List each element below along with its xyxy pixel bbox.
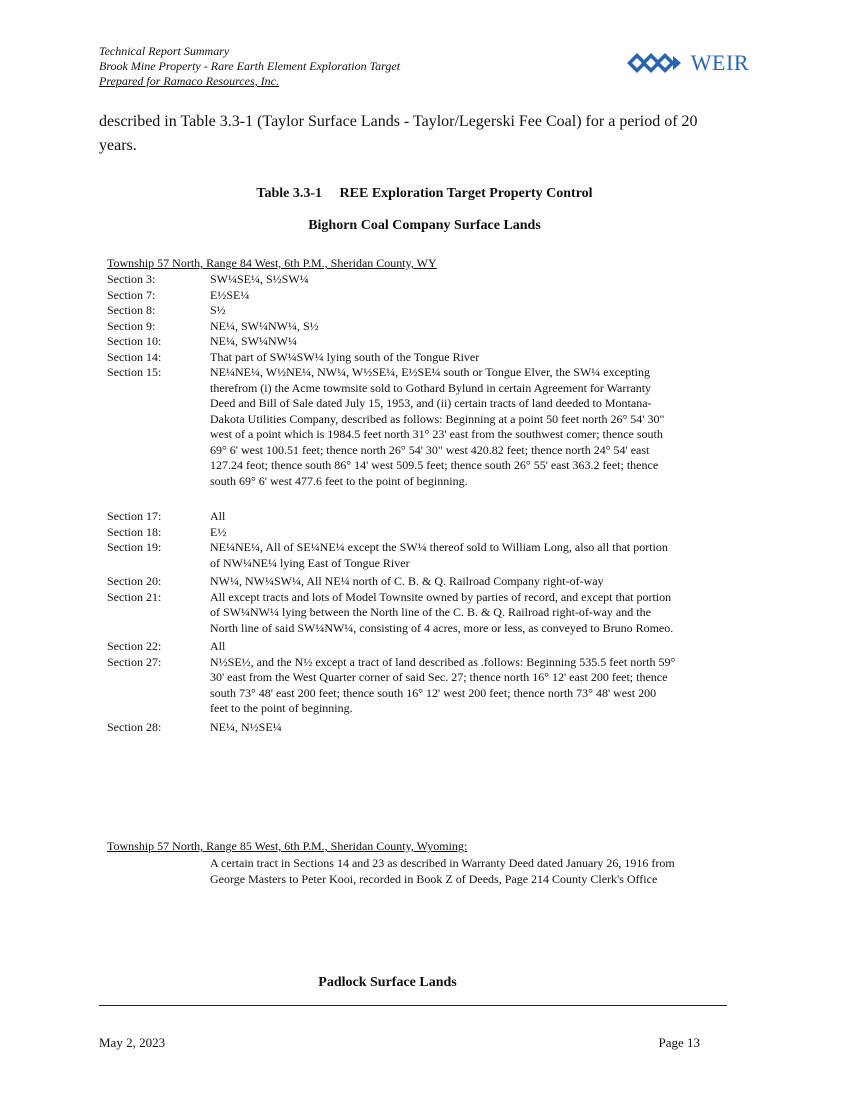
section-label: Section 7: [107,287,156,302]
table-caption [0,186,849,202]
section-label: Section 27: [107,654,162,669]
section-row [107,288,677,304]
township-2-description: A certain tract in Sections 14 and 23 as described in Warranty Deed dated January 26, 1916 from George Masters to Peter Kooi, recorded in Book Z of Deeds, Page 214 County Clerk's Office [210,856,675,886]
header-text [99,44,400,89]
section-row [107,655,677,717]
section-row [107,334,677,350]
section-description: E½ [210,524,227,539]
section-label: Section 3: [107,272,156,286]
section-description: S½ [210,303,226,317]
section-label: Section 15: [107,365,162,379]
table-number: Table 3.3-1 [256,186,323,201]
section-label: Section 9: [107,318,156,333]
logo-text: WEIR [690,50,749,75]
section-description: SW¼SE¼, S½SW¼ [210,272,309,286]
section-description: NW¼, NW¼SW¼, All NE¼ north of C. B. & Q. Railroad Company right-of-way [210,574,604,588]
page-number: Page 13 [658,1035,700,1050]
section-label: Section 14: [107,349,162,364]
footer-date: May 2, 2023 [99,1035,166,1050]
section-row [107,350,677,366]
section-row [107,590,677,637]
section-row [107,272,677,288]
intro-paragraph: described in Table 3.3-1 (Taylor Surface Lands - Taylor/Legerski Fee Coal) for a period of 20 years. [99,113,698,154]
footer-divider [99,1005,727,1006]
section-label: Section 22: [107,639,162,653]
table-subtitle: Bighorn Coal Company Surface Lands [308,218,541,233]
section-description: NE¼NE¼, All of SE¼NE¼ except the SW¼ thereof sold to William Long, also all that portion of NW¼NE¼ lying East of Tongue River [210,540,668,570]
section-description: N½SE½, and the N½ except a tract of land described as .follows: Beginning 535.5 feet north 59° 30' east from the West Quarter corner of said Sec. 27; thence north 16° 12' east 200 feet; thence south 73° 48' east 200 feet; thence south 16° 12' west 200 feet; thence north 73° 48' west 200 feet to the point of beginning. [210,654,676,715]
page-header [99,44,749,92]
township-heading-1: Township 57 North, Range 84 West, 6th P.M., Sheridan County, WY [107,256,437,270]
section-label: Section 17: [107,509,162,523]
section-description: All except tracts and lots of Model Townsite owned by parties of record, and except that portion of SW¼NW¼ lying between the North line of the C. B. & Q. Railroad right-of-way and the North line of said SW¼NW¼, consisting of 4 acres, more or less, as conveyed to Bruno Romeo. [210,589,674,635]
section-label: Section 20: [107,574,162,588]
section-row [107,365,677,489]
section-list [107,272,677,735]
section-label: Section 19: [107,540,162,554]
section-row [107,319,677,335]
section-description: NE¼NE¼, W½NE¼, NW¼, W½SE¼, E½SE¼ south or Tongue Elver, the SW¼ excepting therefrom (i) the Acme towmsite sold to Gothard Bylund in certain Agreement for Warranty Deed and Bill of Sale dated July 15, 1953, and (ii) certain tracts of land deeded to Montana-Dakota Utilities Company, described as follows: Beginning at a point 50 feet north 26° 54' 30" west of a point which is 1984.5 feet north 31° 23' east from the southwest comer; thence south 69° 6' west 100.51 feet; thence north 26° 54' 30" west 420.82 feet; thence north 24° 54' east 127.24 feot; thence south 86° 14' west 509.5 feet; thence south 26° 55' east 363.2 feet; thence south 69° 6' west 477.6 feet to the point of beginning. [210,365,665,488]
section-label: Section 28: [107,719,162,734]
section-description: E½SE¼ [210,287,250,302]
section-row [107,540,677,571]
row-spacer [107,489,677,509]
weir-logo [627,50,749,76]
padlock-subtitle: Padlock Surface Lands [318,975,457,990]
section-description: NE¼, SW¼NW¼, S½ [210,318,319,333]
section-description: All [210,509,226,523]
section-row [107,509,677,525]
section-row [107,720,677,736]
header-prepared-for: Prepared for Ramaco Resources, Inc. [99,74,279,88]
section-row [107,525,677,541]
table-title: REE Exploration Target Property Control [339,186,593,201]
section-label: Section 8: [107,303,156,317]
section-label: Section 18: [107,524,162,539]
header-property: Brook Mine Property - Rare Earth Element Exploration Target [99,59,401,73]
section-description: That part of SW¼SW¼ lying south of the Tongue River [210,349,480,364]
section-label: Section 21: [107,589,162,604]
section-description: NE¼, N½SE¼ [210,719,282,734]
section-row [107,574,677,590]
weir-logo-icon [627,53,689,73]
section-row [107,639,677,655]
section-row [107,303,677,319]
header-report-type: Technical Report Summary [99,44,230,58]
section-description: All [210,639,226,653]
section-label: Section 10: [107,334,162,348]
section-description: NE¼, SW¼NW¼ [210,334,297,348]
township-heading-2: Township 57 North, Range 85 West, 6th P.M., Sheridan County, Wyoming: [107,839,468,853]
